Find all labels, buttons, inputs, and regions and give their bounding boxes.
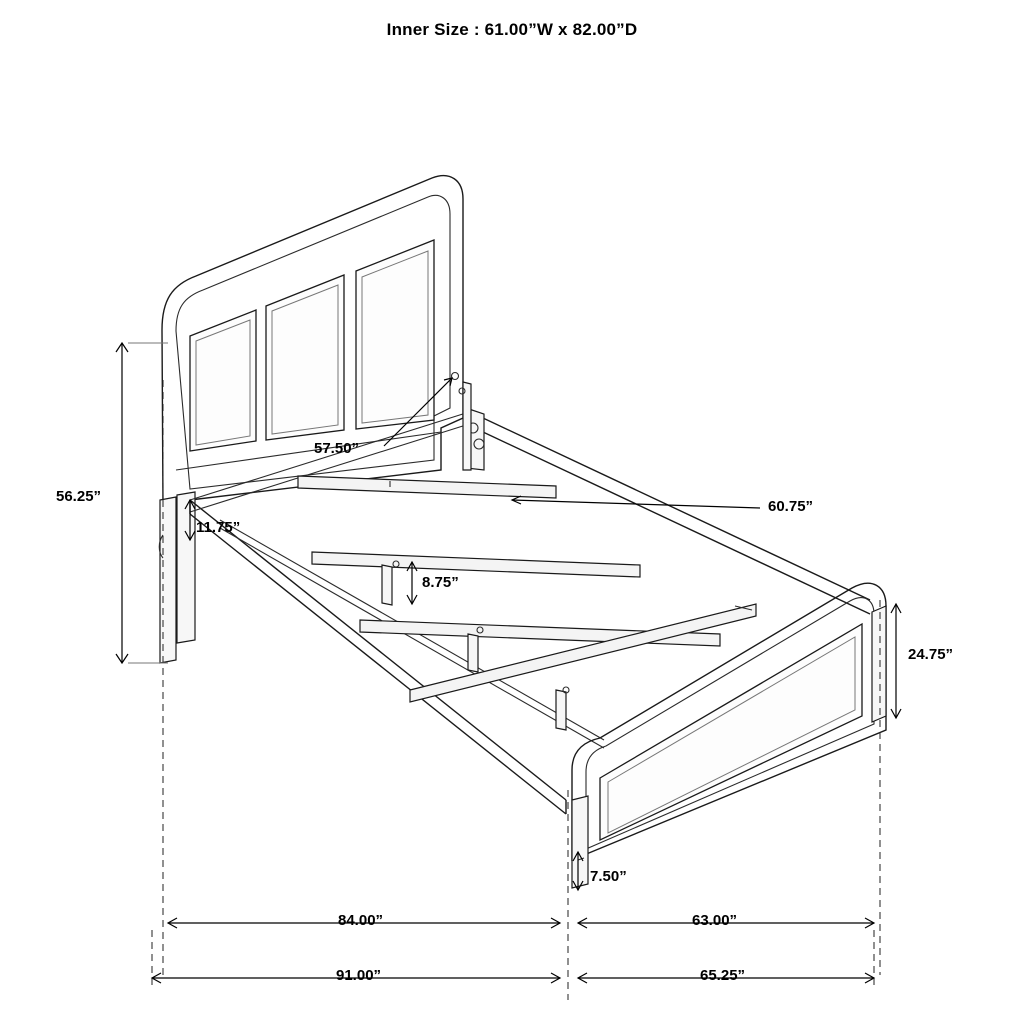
page-title: Inner Size : 61.00”W x 82.00”D — [386, 20, 638, 39]
dimension-label-footboard-clearance: 7.50” — [590, 868, 627, 885]
dimension-label-headboard-panel-width: 57.50” — [314, 440, 360, 457]
dimension-label-headboard-height: 56.25” — [56, 488, 102, 505]
dimension-label-overall-length-outer: 91.00” — [336, 967, 382, 984]
footboard-group — [572, 583, 886, 888]
headboard-group — [162, 176, 463, 508]
dimension-label-overall-length-inner: 84.00” — [338, 912, 384, 929]
dimension-label-footboard-height: 24.75” — [908, 646, 954, 663]
dimension-label-slat-height: 8.75” — [422, 574, 459, 591]
dimension-label-side-rail-length: 60.75” — [768, 498, 814, 515]
dimension-label-overall-width-outer: 65.25” — [700, 967, 746, 984]
dimension-label-overall-width-inner: 63.00” — [692, 912, 738, 929]
dimension-label-headboard-clearance: 11.75” — [196, 519, 241, 536]
